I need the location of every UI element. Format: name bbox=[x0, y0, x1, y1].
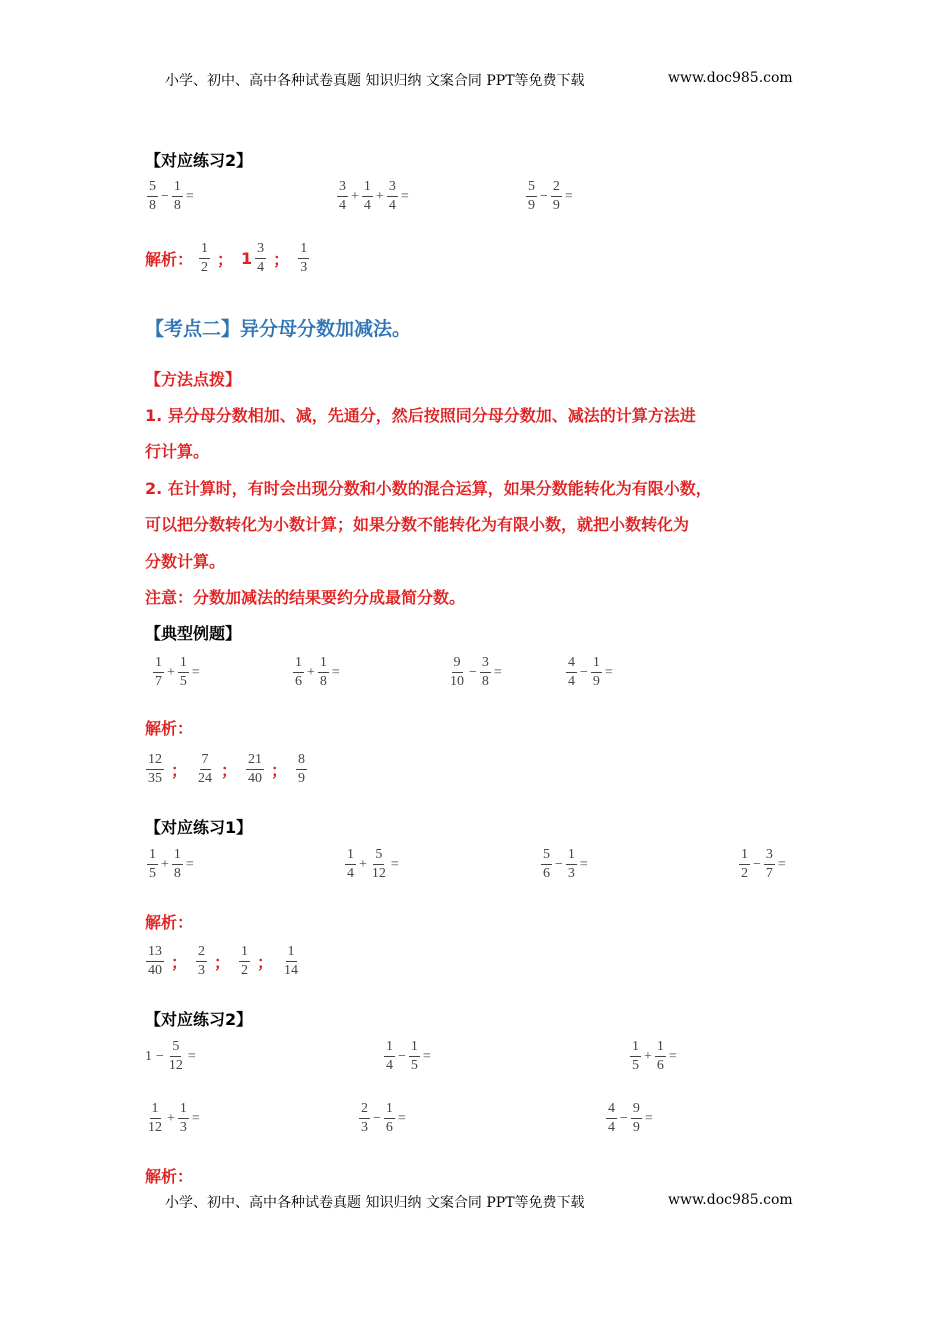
page-header-text: 小学、初中、高中各种试卷真题 知识归纳 文案合同 PPT等免费下载 bbox=[165, 73, 585, 89]
example-answers: $\frac{12}{35}$ ； $\frac{7}{24}$ ； $\frac{21}{40}$ ； $\frac{8}{9}$ bbox=[148, 752, 306, 786]
example-expr-4: $\frac{4}{4}$ − $\frac{1}{9}$ = bbox=[568, 655, 613, 689]
method-line-4: 可以把分数转化为小数计算；如果分数不能转化为有限小数，就把小数转化为 bbox=[145, 515, 690, 534]
answer-label: 解析： bbox=[145, 252, 194, 269]
practice2b-answer-label: 解析： bbox=[145, 1167, 194, 1186]
practice2a-expr-2: $\frac{3}{4}$ + $\frac{1}{4}$ + $\frac{3}{4}$ = bbox=[339, 179, 409, 213]
example-expr-2: $\frac{1}{6}$ + $\frac{1}{8}$ = bbox=[295, 655, 340, 689]
practice2a-expr-1: $\frac{5}{8}$ − $\frac{1}{8}$ = bbox=[149, 179, 194, 213]
practice2b-expr-5: $\frac{2}{3}$ − $\frac{1}{6}$ = bbox=[361, 1101, 406, 1135]
example-expr-1: $\frac{1}{7}$ + $\frac{1}{5}$ = bbox=[155, 655, 200, 689]
method-title: 【方法点拨】 bbox=[145, 370, 242, 389]
practice1-expr-2: $\frac{1}{4}$ + $\frac{5}{12}$ = bbox=[347, 847, 399, 881]
method-note: 注意：分数加减法的结果要约分成最简分数。 bbox=[145, 588, 466, 607]
practice1-expr-1: $\frac{1}{5}$ + $\frac{1}{8}$ = bbox=[149, 847, 194, 881]
practice1-title: 【对应练习1】 bbox=[145, 818, 253, 837]
page-footer-text: 小学、初中、高中各种试卷真题 知识归纳 文案合同 PPT等免费下载 bbox=[165, 1195, 585, 1211]
practice2b-expr-2: $\frac{1}{4}$ − $\frac{1}{5}$ = bbox=[386, 1039, 431, 1073]
page-header-url[interactable]: www.doc985.com bbox=[668, 70, 793, 86]
method-line-5: 分数计算。 bbox=[145, 552, 226, 571]
page-footer-url[interactable]: www.doc985.com bbox=[668, 1192, 793, 1208]
example-expr-3: $\frac{9}{10}$ − $\frac{3}{8}$ = bbox=[450, 655, 502, 689]
practice2a-answers: 解析： $\frac{1}{2}$ ； 1 $\frac{3}{4}$ ； $\frac{1}{3}$ bbox=[145, 241, 308, 275]
practice1-answer-label: 解析： bbox=[145, 913, 194, 932]
practice2b-expr-4: $\frac{1}{12}$ + $\frac{1}{3}$ = bbox=[148, 1101, 200, 1135]
topic-heading: 【考点二】异分母分数加减法。 bbox=[145, 318, 412, 340]
practice2b-expr-1: 1 − $\frac{5}{12}$ = bbox=[145, 1039, 196, 1073]
practice2b-expr-6: $\frac{4}{4}$ − $\frac{9}{9}$ = bbox=[608, 1101, 653, 1135]
practice1-answers: $\frac{13}{40}$ ； $\frac{2}{3}$ ； $\frac{1}{2}$ ； $\frac{1}{14}$ bbox=[148, 944, 299, 978]
practice2a-title: 【对应练习2】 bbox=[145, 151, 253, 170]
practice2a-expr-3: $\frac{5}{9}$ − $\frac{2}{9}$ = bbox=[528, 179, 573, 213]
example-answer-label: 解析： bbox=[145, 719, 194, 738]
practice2b-expr-3: $\frac{1}{5}$ + $\frac{1}{6}$ = bbox=[632, 1039, 677, 1073]
example-title: 【典型例题】 bbox=[145, 624, 242, 643]
method-line-1: 1. 异分母分数相加、减，先通分，然后按照同分母分数加、减法的计算方法进 bbox=[145, 406, 696, 425]
method-line-3: 2. 在计算时，有时会出现分数和小数的混合运算，如果分数能转化为有限小数， bbox=[145, 479, 712, 498]
practice2b-title: 【对应练习2】 bbox=[145, 1010, 253, 1029]
method-line-2: 行计算。 bbox=[145, 442, 210, 461]
practice1-expr-3: $\frac{5}{6}$ − $\frac{1}{3}$ = bbox=[543, 847, 588, 881]
practice1-expr-4: $\frac{1}{2}$ − $\frac{3}{7}$ = bbox=[741, 847, 786, 881]
